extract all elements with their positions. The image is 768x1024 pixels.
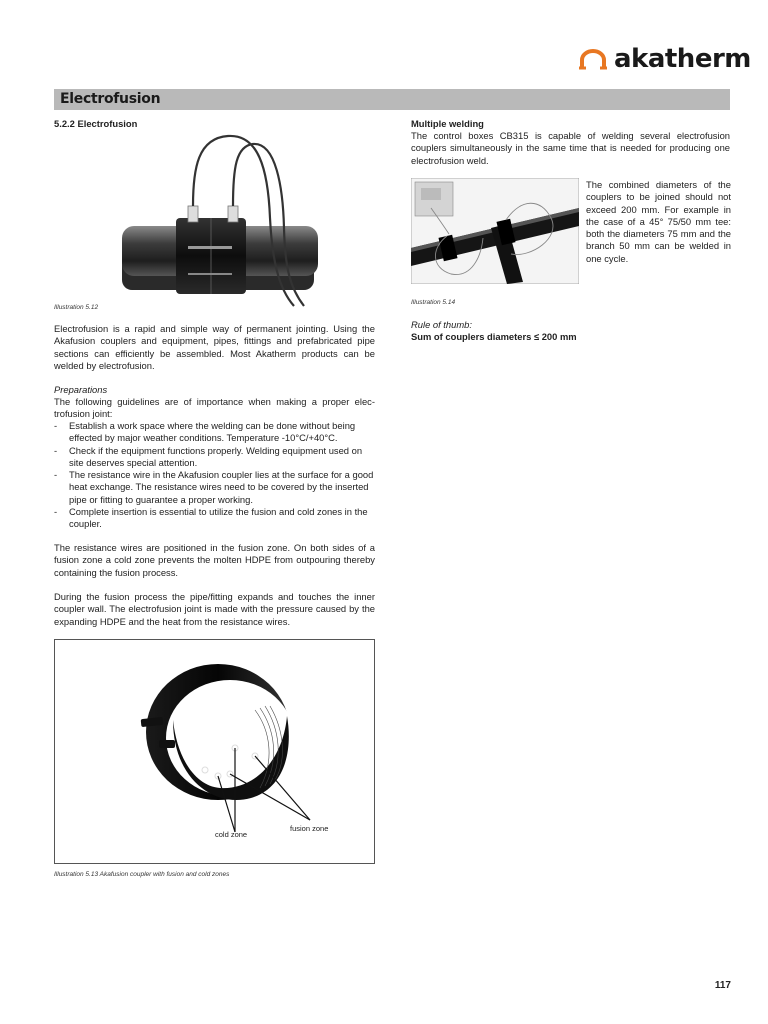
- section-title-bar: [54, 89, 730, 110]
- list-item: - Check if the equipment functions properly. Welding equipment used on site deserves special attention.: [54, 445, 375, 470]
- list-item: - Complete insertion is essential to utilize the fusion and cold zones in the coupler.: [54, 506, 375, 531]
- caption-illustration-5-14: Illustration 5.14: [411, 299, 456, 306]
- subsection-heading: 5.2.2 Electrofusion: [54, 118, 138, 129]
- brand-logo: [578, 44, 751, 74]
- logo-text: akatherm: [614, 44, 751, 74]
- rule-of-thumb-text: Sum of couplers diameters ≤ 200 mm: [411, 331, 577, 342]
- multiple-welding-heading: Multiple welding: [411, 118, 484, 129]
- combined-diameters-text: The combined diameters of the couplers to be joined should not exceed 200 mm. For example in the case of a 45° 75/50 mm tee: both the diameters 75 mm and the branch 50 mm can be welded in one cycle.: [586, 179, 731, 264]
- list-item: - The resistance wire in the Akafusion coupler lies at the surface for a good heat exchange. The resistance wires need to be covered by the inserted pipe or fitting to guarantee a proper working.: [54, 469, 375, 506]
- caption-illustration-5-13: Illustration 5.13 Akafusion coupler with fusion and cold zones: [54, 871, 230, 878]
- intro-paragraph: Electrofusion is a rapid and simple way of permanent jointing. Using the Akafusion couplers and equipment, pipes, fittings and prefabricated pipe sections can efficiently be assembled. Most Akatherm products can be welded by electrofusion.: [54, 323, 375, 371]
- section-title: Electrofusion: [60, 91, 161, 107]
- coupler-zones-figure: [54, 639, 375, 864]
- fusion-zone-label: fusion zone: [290, 824, 329, 833]
- rule-of-thumb-title: Rule of thumb:: [411, 319, 472, 330]
- multiple-welding-intro: The control boxes CB315 is capable of welding several electrofusion couplers simultaneously in the same time that is needed for producing one electrofusion weld.: [411, 130, 730, 166]
- fusion-zone-paragraph: The resistance wires are positioned in the fusion zone. On both sides of a fusion zone a cold zone prevents the molten HDPE from outpouring thereby containing the fusion process.: [54, 542, 375, 578]
- caption-illustration-5-12: Illustration 5.12: [54, 304, 99, 311]
- list-item: - Establish a work space where the welding can be done without being effected by major weather conditions. Temperature -10°C/+40°C.: [54, 420, 375, 445]
- multiple-welding-photo-figure: [411, 178, 579, 284]
- page-number: 117: [714, 980, 731, 991]
- preparations-title: Preparations: [54, 384, 108, 395]
- coupler-photo-figure: [118, 128, 320, 308]
- cold-zone-label: cold zone: [215, 830, 248, 839]
- preparations-list: [54, 420, 375, 531]
- akatherm-logo-icon: [578, 48, 608, 70]
- preparations-intro: The following guidelines are of importance when making a proper elec-trofusion joint:: [54, 396, 375, 420]
- fusion-process-paragraph: During the fusion process the pipe/fitting expands and touches the inner coupler wall. The electrofusion joint is made with the pressure caused by the expanding HDPE and the heat from the resistance wires.: [54, 591, 375, 627]
